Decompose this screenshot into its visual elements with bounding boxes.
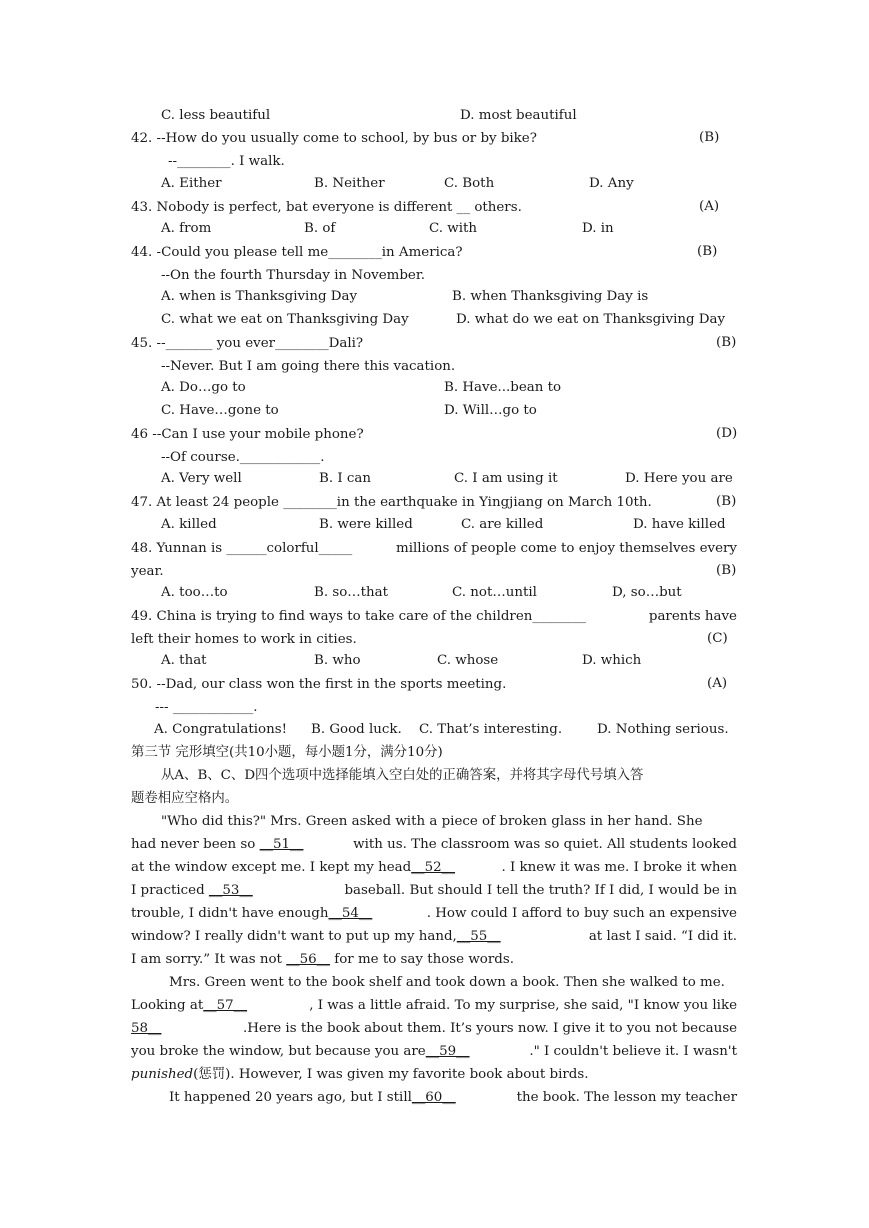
q48-blank-2: _____	[318, 541, 353, 556]
q44-option-b: B. when Thanksgiving Day is	[452, 289, 649, 304]
q45-reply: --Never. But I am going there this vacation.	[161, 359, 456, 374]
q48-blank-1: ______	[226, 541, 267, 556]
q44-blank: ________	[328, 245, 382, 260]
passage-p1-line-4: I practiced __53__ baseball. But should I tell the truth? If I did, I would be in	[131, 883, 737, 898]
q49-blank: ________	[532, 609, 586, 624]
q43-option-b: B. of	[304, 221, 336, 236]
q46-option-a: A. Very well	[161, 471, 242, 486]
q42-answer: (B)	[699, 130, 720, 145]
q44-question: 44. -Could you please tell me________in America?	[131, 245, 463, 260]
passage-p1-line-1: "Who did this?" Mrs. Green asked with a piece of broken glass in her hand. She	[161, 814, 703, 829]
q42-option-d: D. Any	[589, 176, 634, 191]
passage-p2-line-2: Looking at__57__ , I was a little afraid. To my surprise, she said, "I know you like	[131, 998, 737, 1013]
q42-reply: --________. I walk.	[168, 154, 285, 169]
section-title: 第三节 完形填空(共10小题，每小题1分，满分10分)	[131, 745, 443, 760]
q42-option-b: B. Neither	[314, 176, 385, 191]
q45-blank-2: ________	[275, 336, 329, 351]
q49-option-d: D. which	[582, 653, 642, 668]
passage-p1-line-6: window? I really didn't want to put up my hand,__55__ at last I said. “I did it.	[131, 929, 737, 944]
q44-reply: --On the fourth Thursday in November.	[161, 268, 426, 283]
q44-option-c: C. what we eat on Thanksgiving Day	[161, 312, 409, 327]
q49-option-c: C. whose	[437, 653, 499, 668]
q47-question: 47. At least 24 people ________in the earthquake in Yingjiang on March 10th.	[131, 495, 652, 510]
q46-blank: ____________	[239, 450, 321, 465]
q50-option-c: C. That’s interesting.	[419, 722, 563, 737]
passage-p1-line-7: I am sorry.” It was not __56__ for me to say those words.	[131, 952, 514, 967]
q42-blank: ________	[177, 154, 231, 169]
q45-option-d: D. Will…go to	[444, 403, 537, 418]
blank-53: __53__	[208, 883, 253, 898]
blank-58: 58__	[131, 1021, 162, 1036]
q46-option-c: C. I am using it	[454, 471, 558, 486]
q44-option-a: A. when is Thanksgiving Day	[161, 289, 358, 304]
q49-option-b: B. who	[314, 653, 361, 668]
passage-p2-line-1: Mrs. Green went to the book shelf and took down a book. Then she walked to me.	[169, 975, 725, 990]
q43-option-a: A. from	[161, 221, 212, 236]
q47-blank: ________	[283, 495, 337, 510]
q48-question: 48. Yunnan is ______colorful_____ millions of people come to enjoy themselves every	[131, 541, 737, 556]
q43-question: 43. Nobody is perfect, bat everyone is different __ others.	[131, 200, 522, 215]
blank-57: __57__	[203, 998, 248, 1013]
q49-answer: (C)	[707, 631, 728, 646]
q49-question-line-2: left their homes to work in cities.	[131, 632, 357, 647]
q47-option-a: A. killed	[161, 517, 217, 532]
blank-60: __60__	[411, 1090, 456, 1105]
q46-reply: --Of course.____________.	[161, 450, 325, 465]
q46-option-b: B. I can	[319, 471, 372, 486]
q44-answer: (B)	[697, 244, 718, 259]
blank-52: __52__	[411, 860, 456, 875]
q43-option-d: D. in	[582, 221, 614, 236]
q50-option-b: B. Good luck.	[311, 722, 402, 737]
q49-option-a: A. that	[161, 653, 207, 668]
blank-54: __54__	[328, 906, 373, 921]
passage-p2-line-3: 58__ .Here is the book about them. It’s yours now. I give it to you not because	[131, 1021, 737, 1036]
q50-option-a: A. Congratulations!	[154, 722, 287, 737]
q45-option-b: B. Have...bean to	[444, 380, 562, 395]
q45-answer: (B)	[716, 335, 737, 350]
italic-word: punished	[131, 1067, 194, 1082]
q48-option-a: A. too…to	[161, 585, 228, 600]
q49-question: 49. China is trying to find ways to take care of the children________ parents have	[131, 609, 737, 624]
q46-option-d: D. Here you are	[625, 471, 733, 486]
q50-question: 50. --Dad, our class won the first in the sports meeting.	[131, 677, 507, 692]
q45-option-c: C. Have…gone to	[161, 403, 279, 418]
q46-answer: (D)	[716, 426, 738, 441]
q48-option-d: D, so…but	[612, 585, 682, 600]
q42-option-a: A. Either	[161, 176, 222, 191]
q47-answer: (B)	[716, 494, 737, 509]
q42-question: 42. --How do you usually come to school, by bus or by bike?	[131, 131, 537, 146]
section-instruction: 从A、B、C、D四个选项中选择能填入空白处的正确答案，并将其字母代号填入答	[161, 768, 644, 783]
passage-p1-line-5: trouble, I didn't have enough__54__ . How could I afford to buy such an expensive	[131, 906, 737, 921]
q48-question-line-2: year.	[131, 564, 164, 579]
q48-answer: (B)	[716, 563, 737, 578]
passage-p3-line-1: It happened 20 years ago, but I still__60__ the book. The lesson my teacher	[169, 1090, 737, 1105]
section-instruction-line-2: 题卷相应空格内。	[131, 791, 239, 806]
blank-55: __55__	[456, 929, 501, 944]
q50-reply: --- ____________.	[155, 700, 258, 715]
q41-option-c: C. less beautiful	[161, 108, 271, 123]
q45-question: 45. --_______ you ever________Dali?	[131, 336, 364, 351]
blank-59: __59__	[425, 1044, 470, 1059]
q43-option-c: C. with	[429, 221, 478, 236]
q48-option-c: C. not…until	[452, 585, 537, 600]
q47-option-b: B. were killed	[319, 517, 413, 532]
q44-option-d: D. what do we eat on Thanksgiving Day	[456, 312, 726, 327]
q50-option-d: D. Nothing serious.	[597, 722, 729, 737]
blank-51: __51__	[259, 837, 304, 852]
q48-option-b: B. so…that	[314, 585, 389, 600]
blank-56: __56__	[286, 952, 331, 967]
q45-option-a: A. Do…go to	[161, 380, 246, 395]
passage-p2-line-4: you broke the window, but because you are__59__ ." I couldn't believe it. I wasn't	[131, 1044, 737, 1059]
q50-blank: ____________	[172, 700, 254, 715]
q50-answer: (A)	[707, 676, 728, 691]
q42-option-c: C. Both	[444, 176, 495, 191]
passage-p2-line-5: punished(惩罚). However, I was given my favorite book about birds.	[131, 1067, 589, 1082]
q43-answer: (A)	[699, 199, 720, 214]
q47-option-c: C. are killed	[461, 517, 544, 532]
passage-p1-line-2: had never been so __51__ with us. The classroom was so quiet. All students looked	[131, 837, 737, 852]
q47-option-d: D. have killed	[633, 517, 726, 532]
q41-option-d: D. most beautiful	[460, 108, 577, 123]
q45-blank-1: _______	[165, 336, 213, 351]
passage-p1-line-3: at the window except me. I kept my head__52__ . I knew it was me. I broke it when	[131, 860, 737, 875]
q46-question: 46 --Can I use your mobile phone?	[131, 427, 364, 442]
